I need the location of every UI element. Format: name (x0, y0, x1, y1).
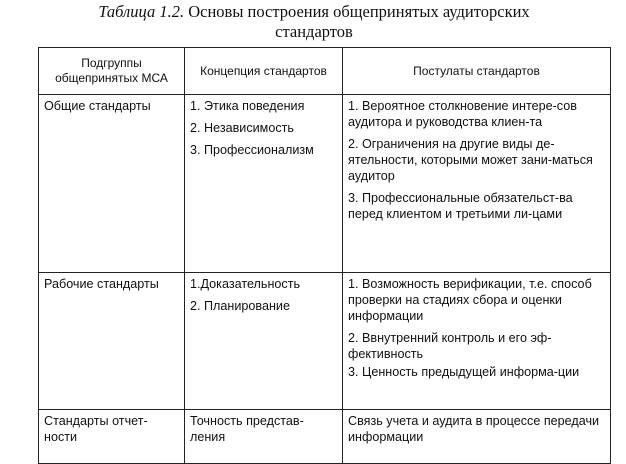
table-row (39, 410, 611, 464)
postulate-item: 3. Профессиональные обязательст-ва перед клиентом и третьими ли-цами (348, 191, 573, 221)
header-subgroups: Подгруппы общепринятых МСА (39, 48, 185, 95)
postulate-item: 2. Ввнутренний контроль и его эф-фективность (348, 331, 552, 361)
header-concept: Концепция стандартов (185, 48, 343, 95)
postulates-cell (343, 273, 611, 410)
table-caption (40, 2, 588, 42)
postulate-item: 3. Ценность предыдущей информа-ции (348, 365, 580, 379)
concept-cell (185, 95, 343, 273)
group-cell: Стандарты отчет-ности (39, 410, 185, 464)
table-row (39, 95, 611, 273)
postulate-item: 2. Ограничения на другие виды де-ятельности, которыми может зани-маться аудитор (348, 137, 593, 183)
postulates-cell (343, 410, 611, 464)
concept-item: 3. Профессионализм (190, 143, 314, 157)
group-cell: Рабочие стандарты (39, 273, 185, 410)
concept-item: 2. Независимость (190, 121, 294, 135)
caption-label: Таблица 1.2. (98, 2, 185, 21)
concept-item: 2. Планирование (190, 299, 290, 313)
postulates-cell (343, 95, 611, 273)
table-header-row (39, 48, 611, 95)
concept-cell (185, 273, 343, 410)
caption-title-line2: стандартов (275, 22, 353, 41)
header-postulates: Постулаты стандартов (343, 48, 611, 95)
concept-item: 1. Этика поведения (190, 99, 305, 113)
table-row (39, 273, 611, 410)
concept-item: 1.Доказательность (190, 277, 301, 291)
concept-item: Точность представ-ления (190, 414, 304, 444)
concept-cell (185, 410, 343, 464)
postulate-item: Связь учета и аудита в процессе передачи информации (348, 414, 600, 444)
standards-table (38, 47, 611, 464)
caption-line-1 (40, 2, 588, 22)
group-cell: Общие стандарты (39, 95, 185, 273)
caption-title-line1: Основы построения общепринятых аудиторских (188, 2, 530, 21)
postulate-item: 1. Вероятное столкновение интере-сов аудитора и руководства клиен-та (348, 99, 577, 129)
postulate-item: 1. Возможность верификации, т.е. способ проверки на стадиях сбора и оценки информации (348, 277, 592, 323)
